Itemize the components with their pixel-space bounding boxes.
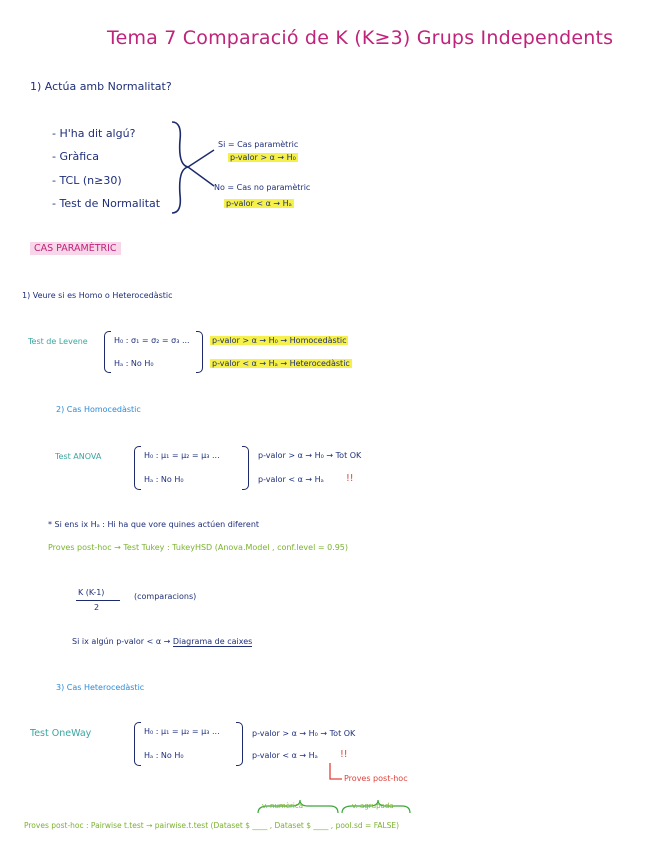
oneway-right-brace — [236, 722, 243, 766]
group-variable-label: v. agrupada — [352, 802, 394, 810]
levene-rule-ha: p-valor < α → Hₐ → Heterocedàstic — [212, 359, 350, 368]
anova-ha: Hₐ : No H₀ — [144, 475, 184, 484]
boxplot-link: Diagrama de caixes — [172, 637, 253, 646]
normality-item: - Gràfica — [52, 150, 99, 163]
oneway-alert: !! — [340, 749, 348, 760]
formula-label: (comparacions) — [134, 592, 197, 601]
formula-denominator: 2 — [94, 603, 100, 612]
branch-no: No = Cas no paramètric — [214, 183, 311, 192]
normality-heading: 1) Actúa amb Normalitat? — [30, 80, 172, 93]
oneway-left-brace — [134, 722, 141, 766]
tukey-posthoc: Proves post-hoc → Test Tukey : TukeyHSD (Anova.Model , conf.level = 0.95) — [48, 543, 349, 552]
anova-right-brace — [242, 446, 249, 490]
branch-no-rule: p-valor < α → Hₐ — [226, 199, 292, 208]
anova-alert: !! — [346, 473, 354, 484]
levene-right-brace — [196, 331, 203, 373]
oneway-test-name: Test OneWay — [30, 728, 92, 739]
levene-h0: H₀ : σ₁ = σ₂ = σ₃ ... — [114, 336, 190, 345]
oneway-h0: H₀ : μ₁ = μ₂ = μ₃ ... — [144, 727, 220, 736]
normality-item: - TCL (n≥30) — [52, 174, 122, 187]
normality-item: - Test de Normalitat — [52, 197, 161, 210]
levene-left-brace — [104, 331, 111, 373]
formula-fraction-bar — [76, 600, 120, 601]
branch-yes-rule: p-valor > α → H₀ — [230, 153, 296, 162]
formula-numerator: K (K-1) — [78, 588, 105, 597]
levene-test-name: Test de Levene — [28, 337, 88, 346]
oneway-rule-h0: p-valor > α → H₀ → Tot OK — [252, 729, 356, 738]
cas-parametric-label: CAS PARAMÈTRIC — [30, 242, 121, 255]
branch-yes: Si = Cas paramètric — [218, 140, 299, 149]
homo-hetero-heading: 1) Veure si es Homo o Heterocedàstic — [22, 291, 173, 300]
homocedastic-heading: 2) Cas Homocedàstic — [56, 405, 141, 414]
anova-rule-ha: p-valor < α → Hₐ — [258, 475, 324, 484]
oneway-rule-ha: p-valor < α → Hₐ — [252, 751, 318, 760]
heterocedastic-heading: 3) Cas Heterocedàstic — [56, 683, 145, 692]
ha-note: * Si ens ix Hₐ : Hi ha que vore quines actúen diferent — [48, 520, 260, 529]
oneway-ha: Hₐ : No H₀ — [144, 751, 184, 760]
anova-rule-h0: p-valor > α → H₀ → Tot OK — [258, 451, 362, 460]
normality-item: - H'ha dit algú? — [52, 127, 136, 140]
levene-ha: Hₐ : No H₀ — [114, 359, 154, 368]
anova-h0: H₀ : μ₁ = μ₂ = μ₃ ... — [144, 451, 220, 460]
levene-rule-h0: p-valor > α → H₀ → Homocedàstic — [212, 336, 347, 345]
page-title: Tema 7 Comparació de K (K≥3) Grups Independents — [107, 27, 614, 49]
anova-test-name: Test ANOVA — [55, 452, 102, 461]
conclusion-prefix: Si ix algún p-valor < α → — [72, 637, 171, 646]
anova-left-brace — [134, 446, 141, 490]
oneway-posthoc-note: Proves post-hoc — [344, 774, 408, 783]
pairwise-posthoc: Proves post-hoc : Pairwise t.test → pairwise.t.test (Dataset $ ____ , Dataset $ ____ , pool.sd = FALSE) — [24, 821, 400, 830]
numeric-variable-label: v. numèrica — [262, 802, 304, 810]
